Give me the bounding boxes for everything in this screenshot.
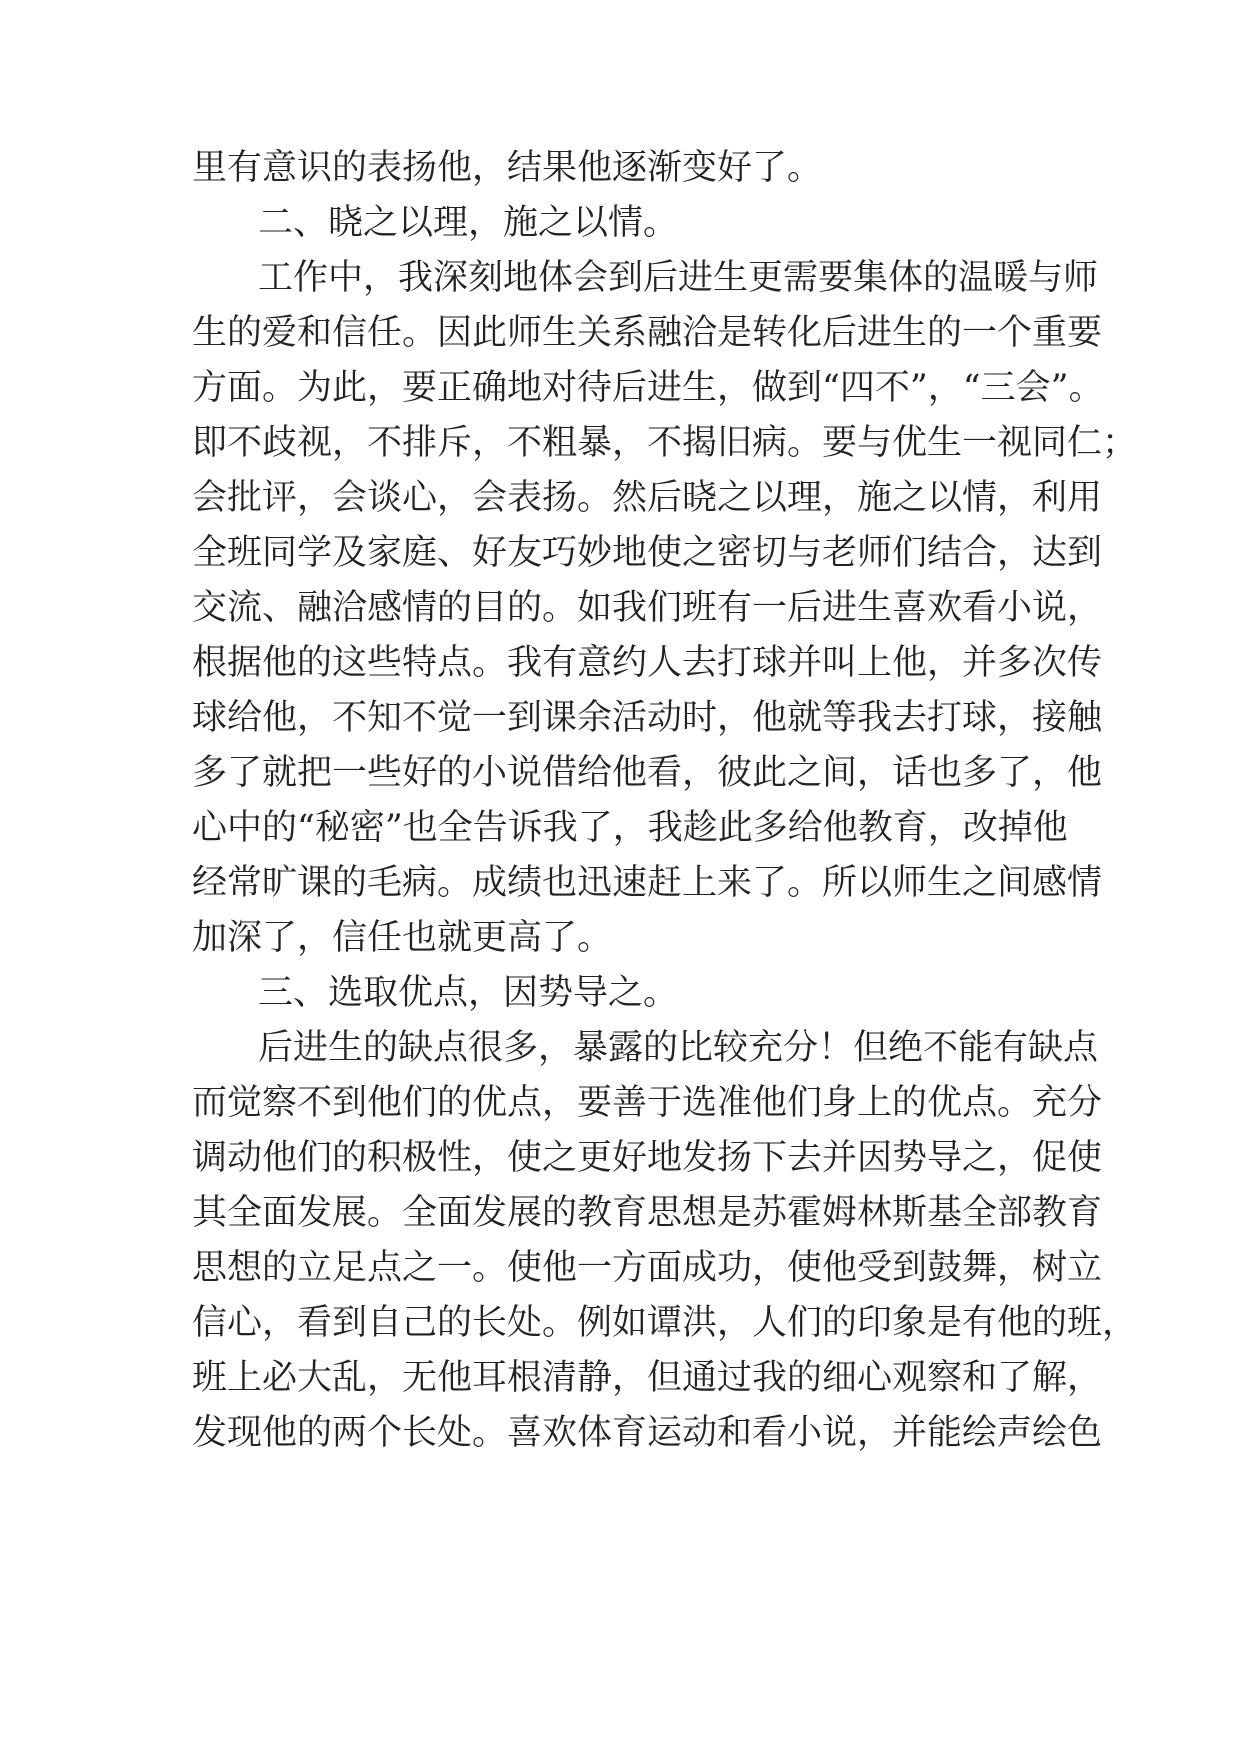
- text-line: 班上必大乱，无他耳根清静，但通过我的细心观察和了解，: [192, 1358, 1103, 1398]
- text-line: 球给他，不知不觉一到课余活动时，他就等我去打球，接触: [192, 698, 1103, 738]
- section-heading: 三、选取优点，因势导之。: [258, 973, 679, 1013]
- text-line: 发现他的两个长处。喜欢体育运动和看小说，并能绘声绘色: [192, 1413, 1103, 1453]
- text-line: 根据他的这些特点。我有意约人去打球并叫上他，并多次传: [192, 643, 1103, 683]
- text-line: 其全面发展。全面发展的教育思想是苏霍姆林斯基全部教育: [192, 1193, 1103, 1233]
- text-line: 工作中，我深刻地体会到后进生更需要集体的温暖与师: [258, 258, 1099, 298]
- text-line: 调动他们的积极性，使之更好地发扬下去并因势导之，促使: [192, 1138, 1103, 1178]
- text-line: 生的爱和信任。因此师生关系融洽是转化后进生的一个重要: [192, 313, 1103, 353]
- text-line: 全班同学及家庭、好友巧妙地使之密切与老师们结合，达到: [192, 533, 1103, 573]
- text-line: 里有意识的表扬他，结果他逐渐变好了。: [192, 148, 823, 188]
- text-line: 多了就把一些好的小说借给他看，彼此之间，话也多了，他: [192, 753, 1103, 793]
- text-line: 信心，看到自己的长处。例如谭洪，人们的印象是有他的班，: [192, 1303, 1138, 1343]
- text-line: 交流、融洽感情的目的。如我们班有一后进生喜欢看小说，: [192, 588, 1103, 628]
- text-line: 即不歧视，不排斥，不粗暴，不揭旧病。要与优生一视同仁；: [192, 423, 1138, 463]
- text-line: 会批评，会谈心，会表扬。然后晓之以理，施之以情，利用: [192, 478, 1103, 518]
- text-line: 而觉察不到他们的优点，要善于选准他们身上的优点。充分: [192, 1083, 1103, 1123]
- text-line: 心中的“秘密”也全告诉我了，我趁此多给他教育，改掉他: [192, 808, 1068, 848]
- text-line: 思想的立足点之一。使他一方面成功，使他受到鼓舞，树立: [192, 1248, 1103, 1288]
- text-line: 方面。为此，要正确地对待后进生，做到“四不”，“三会”。: [192, 368, 1104, 408]
- text-line: 经常旷课的毛病。成绩也迅速赶上来了。所以师生之间感情: [192, 863, 1103, 903]
- text-line: 后进生的缺点很多，暴露的比较充分！但绝不能有缺点: [258, 1028, 1099, 1068]
- section-heading: 二、晓之以理，施之以情。: [258, 203, 679, 243]
- text-line: 加深了，信任也就更高了。: [192, 918, 613, 958]
